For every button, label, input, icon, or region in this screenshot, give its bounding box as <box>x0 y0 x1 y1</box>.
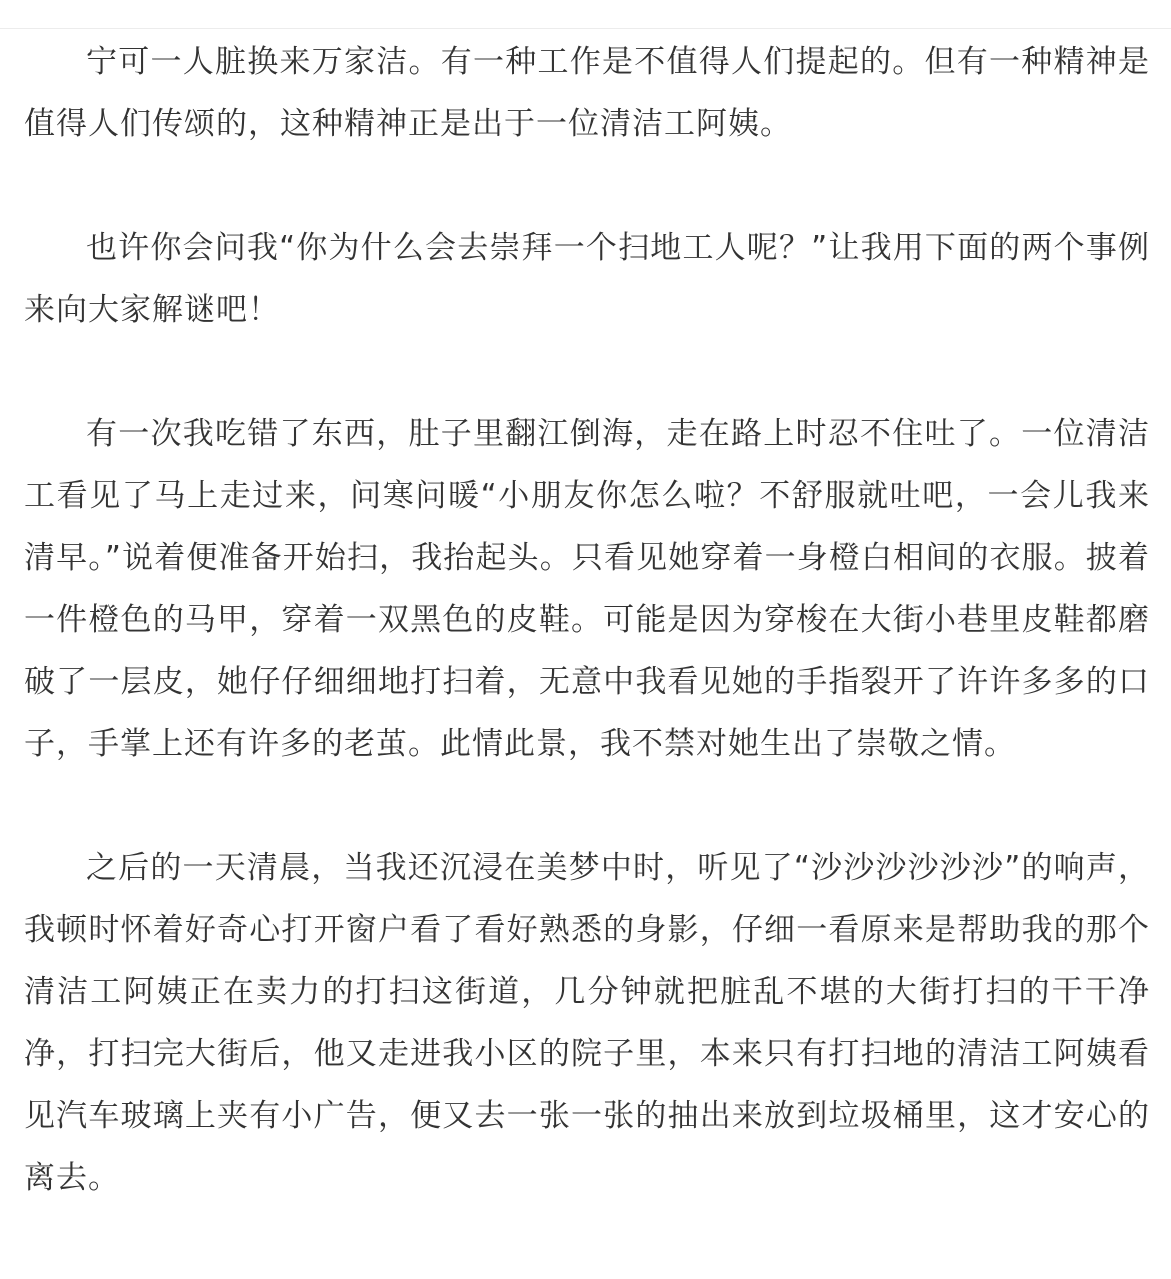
paragraph: 之后的一天清晨，当我还沉浸在美梦中时，听见了“沙沙沙沙沙沙”的响声，我顿时怀着好奇心打开窗户看了看好熟悉的身影，仔细一看原来是帮助我的那个清洁工阿姨正在卖力的打扫这街道，几分钟就把脏乱不堪的大街打扫的干干净净，打扫完大街后，他又走进我小区的院子里，本来只有打扫地的清洁工阿姨看见汽车玻璃上夹有小广告，便又去一张一张的抽出来放到垃圾桶里，这才安心的离去。 <box>24 850 1150 1196</box>
article-body <box>24 31 1150 1209</box>
top-divider <box>0 28 1171 29</box>
paragraph: 有一次我吃错了东西，肚子里翻江倒海，走在路上时忍不住吐了。一位清洁工看见了马上走过来，问寒问暖“小朋友你怎么啦？不舒服就吐吧，一会儿我来清早。”说着便准备开始扫，我抬起头。只看见她穿着一身橙白相间的衣服。披着一件橙色的马甲，穿着一双黑色的皮鞋。可能是因为穿梭在大街小巷里皮鞋都磨破了一层皮，她仔仔细细地打扫着，无意中我看见她的手指裂开了许许多多的口子，手掌上还有许多的老茧。此情此景，我不禁对她生出了崇敬之情。 <box>24 416 1150 762</box>
paragraph: 宁可一人脏换来万家洁。有一种工作是不值得人们提起的。但有一种精神是值得人们传颂的，这种精神正是出于一位清洁工阿姨。 <box>24 44 1150 142</box>
paragraph: 也许你会问我“你为什么会去崇拜一个扫地工人呢？”让我用下面的两个事例来向大家解谜吧！ <box>24 230 1150 328</box>
